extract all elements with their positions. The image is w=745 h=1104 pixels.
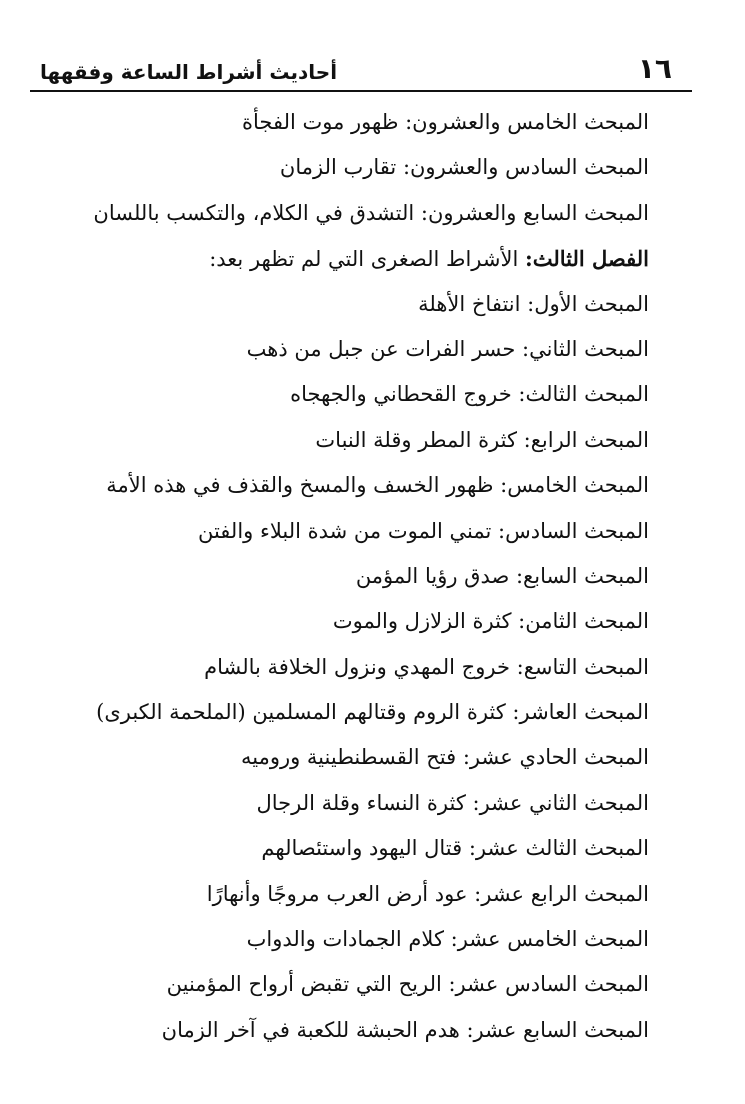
toc-line	[89, 917, 649, 962]
table-of-contents	[89, 100, 649, 1053]
toc-line	[89, 690, 649, 735]
toc-line-text: المبحث السادس والعشرون: تقارب الزمان	[279, 155, 649, 180]
toc-line-text: المبحث السابع عشر: هدم الحبشة للكعبة في آخر الزمان	[161, 1017, 649, 1042]
toc-line	[89, 100, 649, 145]
toc-line	[89, 962, 649, 1007]
toc-line-text: المبحث السادس: تمني الموت من شدة البلاء والفتن	[197, 518, 649, 543]
toc-line	[89, 145, 649, 190]
toc-line-text: المبحث الخامس: ظهور الخسف والمسخ والقذف في هذه الأمة	[106, 473, 649, 498]
toc-line	[89, 735, 649, 780]
toc-line	[89, 599, 649, 644]
toc-line	[89, 282, 649, 327]
toc-line-text: المبحث العاشر: كثرة الروم وقتالهم المسلمين (الملحمة الكبرى)	[96, 700, 649, 725]
header-divider	[30, 90, 692, 92]
toc-line	[89, 1008, 649, 1053]
toc-line-text: المبحث الرابع: كثرة المطر وقلة النبات	[315, 427, 649, 452]
toc-line-text: المبحث الثاني: حسر الفرات عن جبل من ذهب	[246, 336, 649, 361]
toc-line-text: المبحث السابع والعشرون: التشدق في الكلام، والتكسب باللسان	[93, 200, 649, 225]
toc-line	[89, 554, 649, 599]
toc-line-text: المبحث الرابع عشر: عود أرض العرب مروجًا وأنهارًا	[206, 881, 649, 906]
toc-line-text: المبحث التاسع: خروج المهدي ونزول الخلافة بالشام	[204, 654, 649, 679]
toc-line	[89, 826, 649, 871]
toc-line	[89, 327, 649, 372]
running-title: أحاديث أشراط الساعة وفقهها	[40, 60, 338, 84]
toc-line-text: المبحث السابع: صدق رؤيا المؤمن	[355, 563, 649, 588]
chapter-label: الفصل الثالث:	[524, 246, 649, 272]
toc-line	[89, 418, 649, 463]
toc-line-text: المبحث الثالث: خروج القحطاني والجهجاه	[290, 382, 649, 407]
chapter-heading	[89, 236, 649, 281]
toc-line-text: المبحث السادس عشر: الريح التي تقبض أرواح المؤمنين	[166, 972, 649, 997]
toc-line	[89, 463, 649, 508]
toc-line-text: المبحث الثالث عشر: قتال اليهود واستئصالهم	[261, 836, 649, 861]
toc-line	[89, 781, 649, 826]
toc-line-text: المبحث الأول: انتفاخ الأهلة	[418, 291, 649, 316]
toc-line	[89, 872, 649, 917]
toc-line-text: المبحث الخامس عشر: كلام الجمادات والدواب	[246, 927, 649, 952]
page-number: ١٦	[637, 52, 672, 85]
toc-line	[89, 372, 649, 417]
toc-line-text: المبحث الخامس والعشرون: ظهور موت الفجأة	[242, 110, 649, 134]
toc-line-text: المبحث الثاني عشر: كثرة النساء وقلة الرجال	[256, 790, 649, 815]
toc-line	[89, 509, 649, 554]
toc-line	[89, 191, 649, 236]
toc-line-text: المبحث الحادي عشر: فتح القسطنطينية وروميه	[240, 745, 649, 770]
toc-line-text: المبحث الثامن: كثرة الزلازل والموت	[332, 609, 649, 634]
chapter-title: الأشراط الصغرى التي لم تظهر بعد:	[209, 247, 525, 272]
page-header	[30, 52, 680, 92]
toc-line	[89, 645, 649, 690]
